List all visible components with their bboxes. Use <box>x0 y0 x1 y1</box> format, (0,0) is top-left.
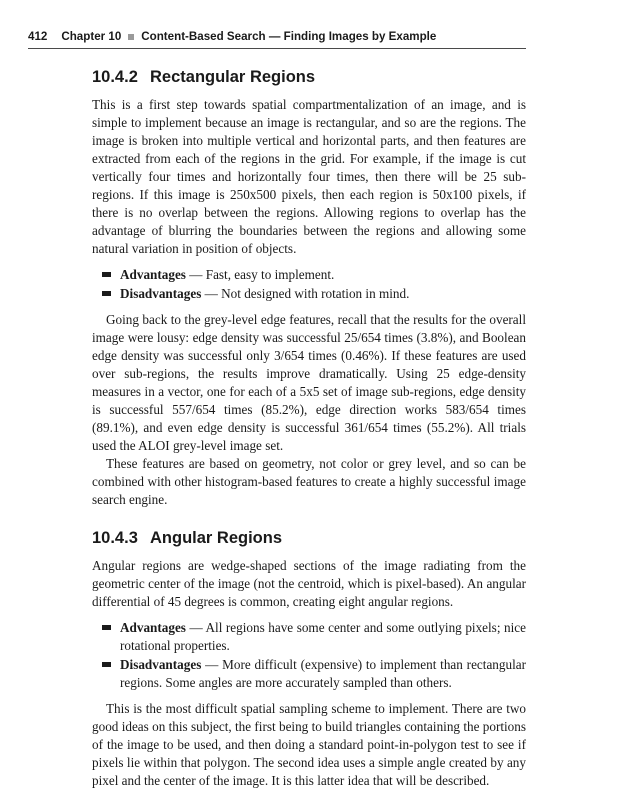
paragraph: This is the most difficult spatial sampling scheme to implement. There are two good ideas on this subject, the first being to build triangles containing the portions of the image to be used, and then doing a standard point-in-polygon test to see if pixels lie within that polygon. The second idea uses a simple angle created by any pixel and the center of the image. It is this latter idea that will be described. <box>92 701 526 788</box>
section-heading-rectangular <box>92 66 526 88</box>
separator-square-icon <box>128 34 134 40</box>
bullet-icon <box>102 662 111 667</box>
chapter-label: Chapter 10 <box>61 30 122 43</box>
running-head <box>28 30 526 49</box>
page-content <box>92 62 526 790</box>
list-item-text: — All regions have some center and some outlying pixels; nice rotational properties. <box>120 620 526 653</box>
list-item-term: Disadvantages <box>120 657 202 672</box>
bullet-icon <box>102 291 111 296</box>
paragraph: Angular regions are wedge-shaped sections of the image radiating from the geometric center of the image (not the centroid, which is pixel-based). An angular differential of 45 degrees is common, creating eight angular regions. <box>92 558 526 609</box>
bullet-icon <box>102 272 111 277</box>
list-item-term: Advantages <box>120 620 186 635</box>
list-item-text: — Fast, easy to implement. <box>185 267 335 282</box>
bullet-icon <box>102 625 111 630</box>
page-number: 412 <box>28 30 48 43</box>
bullet-list <box>92 619 526 692</box>
paragraph: This is a first step towards spatial compartmentalization of an image, and is simple to implement because an image is rectangular, and so are the regions. The image is broken into multiple vertical and horizontal parts, and then features are extracted from each of the regions in the grid. For example, if the image is cut vertically four times and horizontally four times, then there will be 25 sub-regions. If this image is 250x500 pixels, then each region is 50x100 pixels, if there is no overlap between the regions. Allowing regions to overlap has the advantage of blurring the boundaries between the regions and allowing some natural variation in position of objects. <box>92 97 526 256</box>
list-item-term: Disadvantages <box>120 286 202 301</box>
paragraph: Going back to the grey-level edge features, recall that the results for the overall image were lousy: edge density was successful 25/654 times (3.8%), and Boolean edge density was successful only 3/654 times (0.46%). If these features are used over sub-regions, the results improve dramatically. Using 25 edge-density measures in a vector, one for each of a 5x5 set of image sub-regions, edge density is successful 557/654 times (85.2%), edge direction works 583/654 times (89.1%), and even edge density is successful 361/654 times (55.2%). All trials used the ALOI grey-level image set. <box>92 312 526 453</box>
chapter-title: Content-Based Search — Finding Images by Example <box>141 30 437 43</box>
section-title: Angular Regions <box>150 529 283 547</box>
list-item <box>92 619 526 655</box>
paragraph: These features are based on geometry, not color or grey level, and so can be combined with other histogram-based features to create a highly successful image search engine. <box>92 456 526 507</box>
section-number: 10.4.3 <box>92 529 138 547</box>
list-item <box>92 656 526 692</box>
bullet-list <box>92 266 526 303</box>
list-item <box>92 285 526 303</box>
list-item-text: — More difficult (expensive) to implement than rectangular regions. Some angles are more accurately sampled than others. <box>120 657 526 690</box>
list-item-term: Advantages <box>120 267 186 282</box>
section-title: Rectangular Regions <box>150 68 316 86</box>
section-heading-angular <box>92 527 526 549</box>
list-item-text: — Not designed with rotation in mind. <box>201 286 410 301</box>
list-item <box>92 266 526 284</box>
section-number: 10.4.2 <box>92 68 138 86</box>
section-gap <box>92 509 526 523</box>
